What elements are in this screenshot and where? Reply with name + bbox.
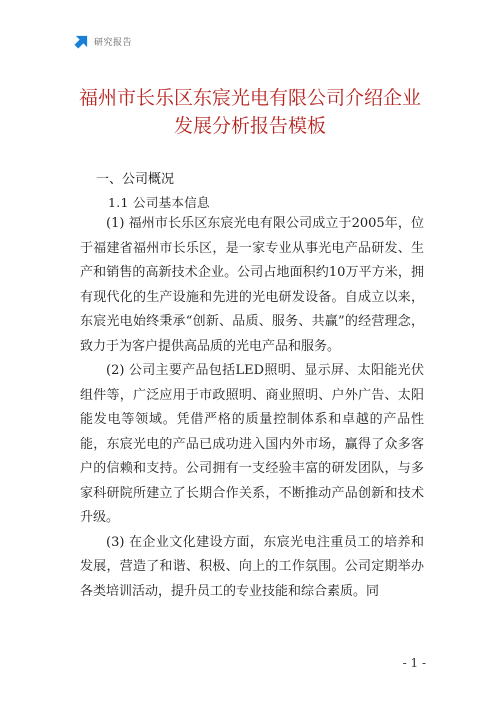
report-header — [74, 34, 132, 49]
body-text — [80, 212, 424, 604]
title-line-2: 发展分析报告模板 — [173, 115, 326, 137]
document-title — [60, 84, 440, 140]
header-label: 研究报告 — [94, 38, 133, 48]
paragraph-2: (2) 公司主要产品包括LED照明、显示屏、太阳能光伏组件等，广泛应用于市政照明、商业照明、户外广告、太阳能发电等领域。凭借严格的质量控制体系和卓越的产品性能，东宸光电的产品已成功进入国内外市场，赢得了众多客户的信赖和支持。公司拥有一支经验丰富的研发团队，与多家科研院所建立了长期合作关系，不断推动产品创新和技术升级。 — [80, 363, 424, 525]
paragraph-3: (3) 在企业文化建设方面，东宸光电注重员工的培养和发展，营造了和谐、积极、向上的工作氛围。公司定期举办各类培训活动，提升员工的专业技能和综合素质。同 — [80, 534, 424, 599]
section-heading: 一、公司概况 — [96, 172, 175, 187]
page-number: - 1 - — [402, 656, 426, 670]
title-line-1: 福州市长乐区东宸光电有限公司介绍企业 — [78, 87, 421, 109]
subsection-heading: 1.1 公司基本信息 — [108, 195, 210, 210]
paragraph-1: (1) 福州市长乐区东宸光电有限公司成立于2005年，位于福建省福州市长乐区，是一家专业从事光电产品研发、生产和销售的高新技术企业。公司占地面积约10万平方米，拥有现代化的生产设施和先进的光电研发设备。自成立以来，东宸光电始终秉承“创新、品质、服务、共赢”的经营理念，致力于为客户提供高品质的光电产品和服务。 — [80, 216, 424, 354]
arrow-logo-icon — [74, 34, 89, 49]
